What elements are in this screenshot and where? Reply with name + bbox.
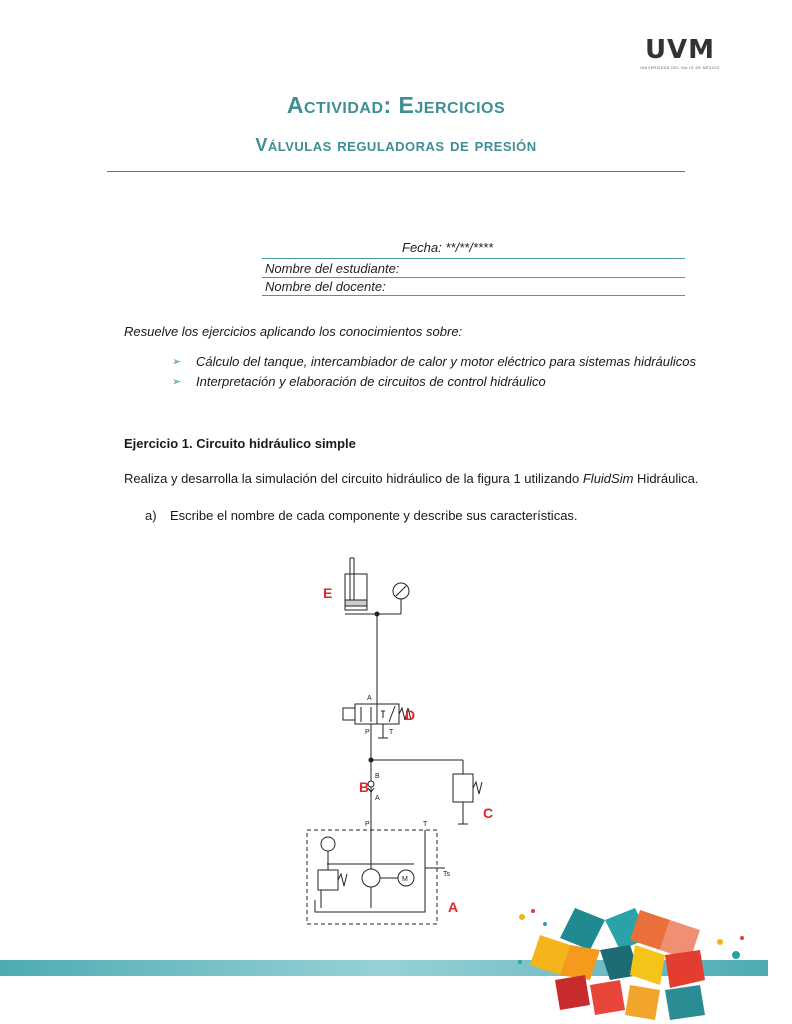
motor-label: M — [402, 876, 408, 883]
port-label-B: B — [375, 773, 380, 780]
port-label-A: A — [367, 695, 372, 702]
arrow-bullet-icon: ➢ — [172, 356, 182, 368]
title-divider — [107, 171, 685, 172]
label-A: A — [448, 899, 459, 915]
directional-valve-D-icon — [343, 704, 411, 724]
fecha-rule — [262, 258, 685, 259]
label-D: D — [405, 707, 416, 723]
cylinder-E-icon — [345, 558, 367, 614]
item-text: Escribe el nombre de cada componente y describe sus características. — [170, 508, 578, 523]
arrow-bullet-icon: ➢ — [172, 376, 182, 388]
exercise-title: Ejercicio 1. Circuito hidráulico simple — [124, 436, 356, 451]
estudiante-field: Nombre del estudiante: — [265, 261, 400, 276]
gauge-icon — [321, 837, 335, 851]
docente-field: Nombre del docente: — [265, 279, 386, 294]
logo-subtitle: UNIVERSIDAD DEL VALLE DE MÉXICO — [640, 66, 720, 70]
logo-text: UVM — [644, 35, 716, 65]
label-B: B — [359, 779, 370, 795]
intro-text: Resuelve los ejercicios aplicando los conocimientos sobre: — [124, 324, 463, 339]
label-C: C — [483, 805, 494, 821]
uvm-logo — [640, 36, 720, 70]
port-label-T2: T — [423, 821, 428, 828]
port-label-P: P — [365, 729, 370, 736]
label-E: E — [323, 585, 333, 601]
port-label-T: T — [389, 729, 394, 736]
page-title: Actividad: Ejercicios — [286, 92, 506, 118]
list-item-text: Cálculo del tanque, intercambiador de calor y motor eléctrico para sistemas hidráulicos — [196, 354, 697, 369]
estudiante-rule — [262, 277, 685, 278]
topics-list — [172, 352, 696, 392]
footer-decoration — [0, 880, 768, 1024]
list-item-text: Interpretación y elaboración de circuitos de control hidráulico — [196, 374, 546, 389]
port-label-A2: A — [375, 795, 380, 802]
item-marker: a) — [145, 508, 157, 523]
exercise-paragraph: Realiza y desarrolla la simulación del circuito hidráulico de la figura 1 utilizando FluidSim Hidráulica. — [124, 471, 699, 486]
relief-valve-C-icon — [453, 774, 482, 824]
docente-rule — [262, 295, 685, 296]
exercise-item-a — [145, 508, 578, 523]
list-item — [172, 352, 696, 372]
port-label-P2: P — [365, 821, 370, 828]
page-subtitle: Válvulas reguladoras de presión — [255, 135, 537, 155]
port-label-Ts: Ts — [443, 871, 450, 878]
list-item — [172, 372, 696, 392]
hydraulic-circuit-diagram — [295, 548, 494, 928]
fecha-field: Fecha: **/**/**** — [402, 240, 494, 255]
